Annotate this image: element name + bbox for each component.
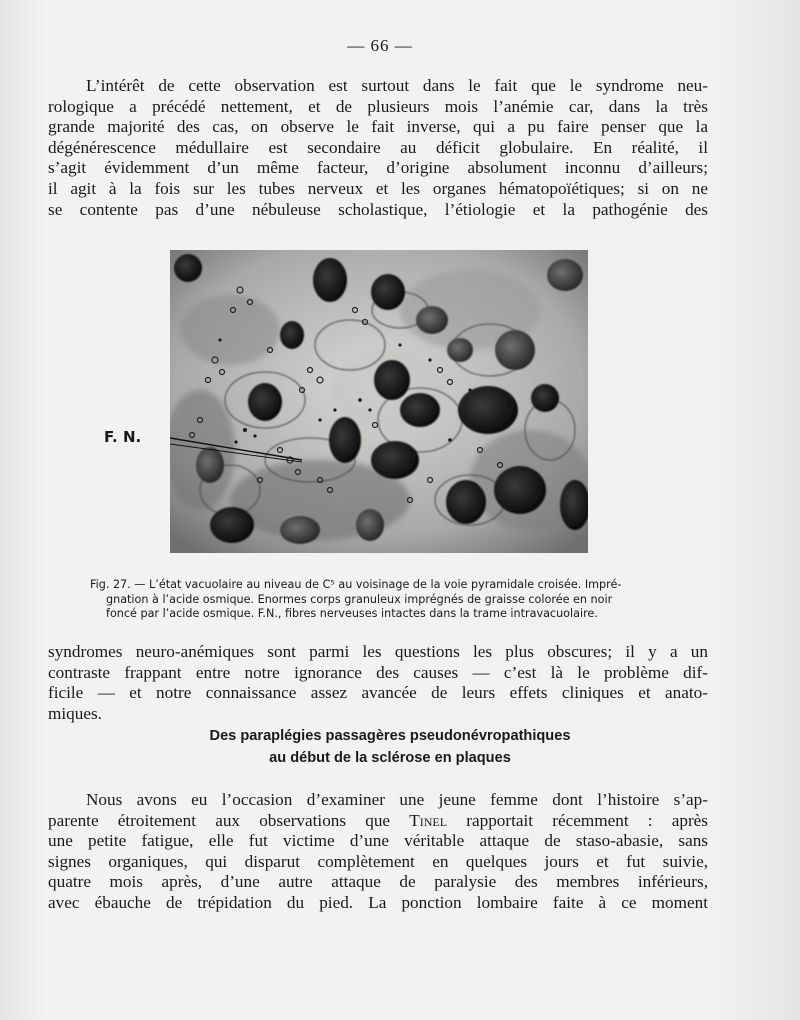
paragraph-continued — [48, 642, 708, 724]
text-fragment: rapportait récemment : après — [447, 810, 708, 830]
text-line — [48, 811, 708, 832]
caption-line: Fig. 27. — L’état vacuolaire au niveau de C⁵ au voisinage de la voie pyramidale croisée. Impré- — [90, 578, 622, 591]
text-line: signes organiques, qui disparut complètement en quelques jours et fut suivie, — [48, 851, 708, 871]
text-line: grande majorité des cas, on observe le fait inverse, qui a pu faire penser que la — [48, 117, 708, 137]
text-line: avec ébauche de trépidation du pied. La ponction lombaire faite à ce moment — [48, 892, 708, 912]
section-heading-line1: Des paraplégies passagères pseudonévropathiques — [209, 728, 571, 744]
paragraph-intro — [48, 76, 708, 220]
caption-line: foncé par l’acide osmique. F.N., fibres nerveuses intactes dans la trame intravacuolaire. — [106, 607, 598, 620]
text-line: L’intérêt de cette observation est surtout dans le fait que le syndrome neu- — [86, 76, 708, 95]
text-line: miques. — [48, 703, 102, 723]
text-line: une petite fatigue, elle fut victime d’une véritable attaque de staso-abasie, sans — [48, 831, 708, 851]
text-line: dégénérescence médullaire est secondaire au déficit globulaire. En réalité, il — [48, 137, 708, 157]
text-line: il agit à la fois sur les tubes nerveux et les organes hématopoïétiques; si on ne — [48, 178, 708, 198]
section-heading-line2: au début de la sclérose en plaques — [269, 750, 511, 766]
paragraph-observation — [48, 790, 708, 914]
text-line: ficile — et notre connaissance assez avancée de leurs effets cliniques et anato- — [48, 683, 708, 703]
page-number: — 66 — — [347, 36, 413, 55]
author-name-tinel: Tinel — [409, 810, 448, 830]
figure-caption — [90, 578, 656, 622]
text-line: rologique a précédé nettement, et de plusieurs mois l’anémie car, dans la très — [48, 96, 708, 116]
text-line: se contente pas d’une nébuleuse scholastique, l’étiologie et la pathogénie des — [48, 199, 708, 219]
figure-label-fn: F. N. — [104, 428, 142, 446]
caption-line: gnation à l’acide osmique. Enormes corps granuleux imprégnés de graisse colorée en noir — [106, 592, 613, 606]
text-line: Nous avons eu l’occasion d’examiner une jeune femme dont l’histoire s’ap- — [86, 790, 708, 809]
micrograph-image — [170, 250, 588, 553]
text-line: contraste frappant entre notre ignorance des causes — c’est là le problème dif- — [48, 662, 708, 682]
text-line: s’agit évidemment d’un même facteur, d’origine absolument inconnu d’ailleurs; — [48, 158, 708, 178]
text-line: quatre mois après, d’une autre attaque de paralysie des membres inférieurs, — [48, 872, 708, 892]
micrograph-figure — [170, 250, 588, 553]
text-fragment: parente étroitement aux observations que — [48, 810, 410, 830]
text-line: syndromes neuro-anémiques sont parmi les questions les plus obscures; il y a un — [48, 642, 708, 661]
